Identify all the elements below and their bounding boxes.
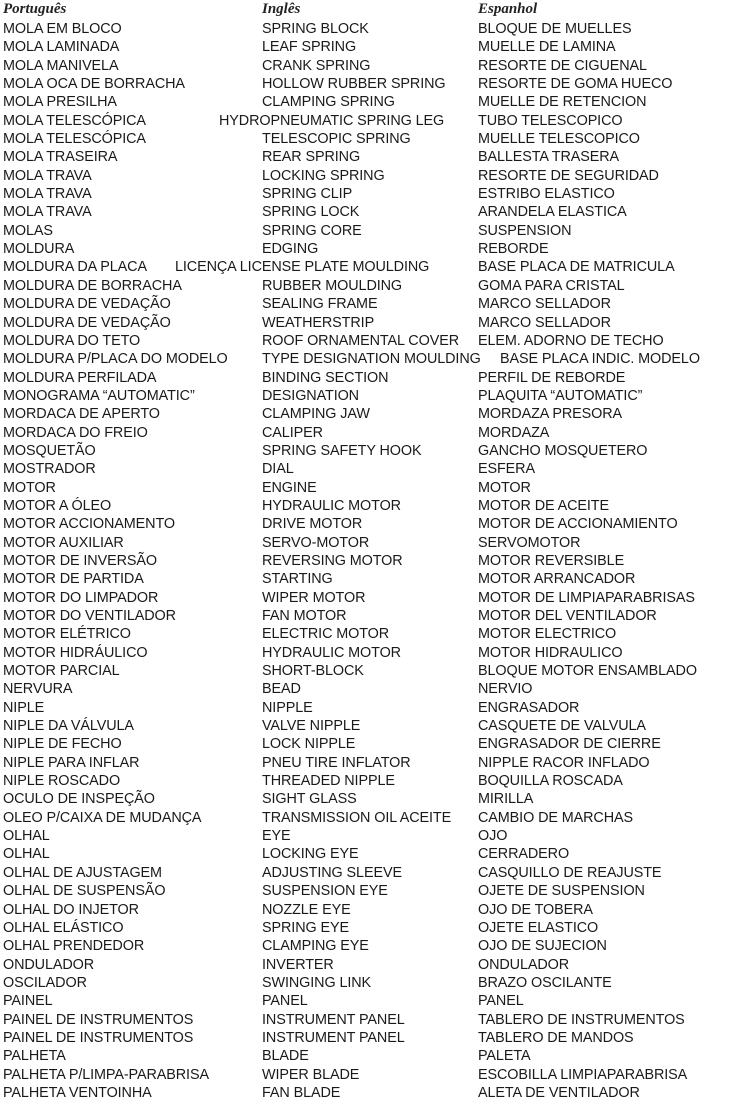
table-row [0,992,737,1010]
term-spanish: MUELLE TELESCOPICO [478,131,640,148]
term-spanish: GOMA PARA CRISTAL [478,277,625,294]
term-spanish: BASE PLACA DE MATRICULA [478,259,675,276]
term-spanish: MORDAZA PRESORA [478,406,623,423]
term-english: CLAMPING JAW [262,406,370,423]
term-english: SWINGING LINK [262,974,372,991]
table-row [0,295,737,313]
term-english: TRANSMISSION OIL ACEITE [262,809,452,826]
term-portuguese: MOLAS [3,222,53,239]
term-spanish: ONDULADOR [478,956,570,973]
term-english: PANEL [262,993,308,1010]
term-spanish: CAMBIO DE MARCHAS [478,809,634,826]
term-portuguese: MOSTRADOR [3,461,96,478]
term-english: ENGINE [262,479,317,496]
term-spanish: BOQUILLA ROSCADA [478,773,623,790]
term-spanish: TABLERO DE MANDOS [478,1029,634,1046]
table-row [0,809,737,827]
term-spanish: NERVIO [478,681,533,698]
term-spanish: RESORTE DE SEGURIDAD [478,167,659,184]
table-row [0,625,737,643]
term-spanish: REBORDE [478,241,549,258]
term-spanish: CASQUILLO DE REAJUSTE [478,864,662,881]
term-portuguese: MORDACA DE APERTO [3,406,160,423]
term-english: VALVE NIPPLE [262,718,361,735]
term-english: SEALING FRAME [262,296,378,313]
term-portuguese: MOLDURA PERFILADA [3,369,157,386]
table-row [0,222,737,240]
term-portuguese: OSCILADOR [3,974,87,991]
header-portuguese: Português [3,1,67,17]
term-portuguese: PAINEL [3,993,53,1010]
table-row [0,790,737,808]
term-portuguese: MOTOR AUXILIAR [3,534,124,551]
table-row [0,167,737,185]
term-spanish: ESFERA [478,461,535,478]
term-spanish: TABLERO DE INSTRUMENTOS [478,1011,685,1028]
table-row [0,552,737,570]
table-row [0,130,737,148]
term-portuguese: MOLDURA DO TETO [3,332,141,349]
term-spanish: BLOQUE DE MUELLES [478,21,632,37]
term-spanish: CASQUETE DE VALVULA [478,718,646,735]
term-english: LOCKING SPRING [262,167,385,184]
term-english: ADJUSTING SLEEVE [262,864,402,881]
term-english: RUBBER MOULDING [262,277,403,294]
term-spanish: MORDAZA [478,424,550,441]
term-spanish: MARCO SELLADOR [478,296,611,313]
table-row [0,607,737,625]
table-row [0,405,737,423]
term-spanish: TUBO TELESCOPICO [478,112,623,129]
table-row [0,112,737,130]
term-spanish: CERRADERO [478,846,570,863]
table-row [0,1084,737,1102]
table-row [0,497,737,515]
term-english: CALIPER [262,424,323,441]
term-english: TYPE DESIGNATION MOULDING [262,351,481,368]
term-spanish: ESCOBILLA LIMPIAPARABRISA [478,1066,688,1083]
term-portuguese: MOLDURA DA PLACA [3,259,147,276]
term-portuguese: MOTOR A ÓLEO [3,497,112,514]
term-portuguese: OLHAL [3,846,50,863]
term-english: HYDROPNEUMATIC SPRING LEG [219,112,445,129]
term-spanish: PERFIL DE REBORDE [478,369,626,386]
term-portuguese: PAINEL DE INSTRUMENTOS [3,1011,194,1028]
term-english: WIPER MOTOR [262,589,366,606]
term-portuguese: MOLA TRASEIRA [3,149,118,166]
table-row [0,735,737,753]
header-english: Inglês [262,1,301,17]
term-english: SPRING CORE [262,222,362,239]
header-spanish: Espanhol [478,1,538,17]
term-spanish: OJETE DE SUSPENSION [478,883,645,900]
term-spanish: MOTOR ARRANCADOR [478,571,636,588]
term-portuguese: MOLA TRAVA [3,167,92,184]
term-portuguese: MOLA PRESILHA [3,94,117,111]
term-english: SIGHT GLASS [262,791,357,808]
table-row [0,919,737,937]
table-row [0,148,737,166]
term-portuguese: MOLDURA P/PLACA DO MODELO [3,351,228,368]
term-portuguese: MOTOR ACCIONAMENTO [3,516,175,533]
term-english: CRANK SPRING [262,57,371,74]
glossary-table [0,20,737,1102]
table-row [0,93,737,111]
table-row [0,185,737,203]
term-english: NIPPLE [262,699,313,716]
term-spanish: BASE PLACA INDIC. MODELO [500,351,700,368]
table-row [0,350,737,368]
term-portuguese: OLHAL ELÁSTICO [3,919,124,936]
term-portuguese: MOTOR DE INVERSÃO [3,552,157,569]
term-spanish: ARANDELA ELASTICA [478,204,627,221]
term-portuguese: MORDACA DO FREIO [3,424,148,441]
term-spanish: BLOQUE MOTOR ENSAMBLADO [478,663,697,680]
table-row [0,277,737,295]
table-row [0,332,737,350]
term-spanish: MOTOR DE LIMPIAPARABRISAS [478,589,695,606]
term-spanish: ENGRASADOR [478,699,580,716]
table-row [0,570,737,588]
table-row [0,424,737,442]
term-portuguese: MOTOR [3,479,56,496]
term-portuguese: OLEO P/CAIXA DE MUDANÇA [3,809,202,826]
term-english: THREADED NIPPLE [262,773,395,790]
term-spanish: NIPPLE RACOR INFLADO [478,754,650,771]
table-row [0,827,737,845]
term-english: REAR SPRING [262,149,361,166]
term-portuguese: MOTOR DO LIMPADOR [3,589,159,606]
table-row [0,644,737,662]
column-headers [0,0,737,20]
term-english: LOCK NIPPLE [262,736,356,753]
term-spanish: ESTRIBO ELASTICO [478,186,615,203]
term-spanish: RESORTE DE GOMA HUECO [478,76,673,93]
term-portuguese: MOSQUETÃO [3,442,96,459]
term-english: SPRING EYE [262,919,349,936]
term-portuguese: MOLA TELESCÓPICA [3,131,146,148]
term-portuguese: MONOGRAMA “AUTOMATIC” [3,387,195,404]
term-spanish: MOTOR DE ACEITE [478,497,609,514]
table-row [0,589,737,607]
term-english: LEAF SPRING [262,39,357,56]
term-english: HOLLOW RUBBER SPRING [262,76,446,93]
term-spanish: MOTOR DE ACCIONAMIENTO [478,516,678,533]
term-portuguese: NIPLE DE FECHO [3,736,122,753]
table-row [0,1029,737,1047]
term-english: SERVO-MOTOR [262,534,370,551]
term-english: EYE [262,828,291,845]
table-row [0,314,737,332]
term-english: SUSPENSION EYE [262,883,388,900]
term-portuguese: MOLA TRAVA [3,186,92,203]
term-english: EDGING [262,241,319,258]
term-english: ROOF ORNAMENTAL COVER [262,332,459,349]
table-row [0,699,737,717]
term-english: WEATHERSTRIP [262,314,375,331]
term-english: SHORT-BLOCK [262,663,364,680]
table-row [0,442,737,460]
term-portuguese: MOLA EM BLOCO [3,21,122,37]
table-row [0,20,737,38]
term-spanish: PANEL [478,993,524,1010]
term-portuguese: MOTOR DE PARTIDA [3,571,144,588]
term-spanish: BALLESTA TRASERA [478,149,620,166]
term-spanish: ENGRASADOR DE CIERRE [478,736,661,753]
table-row [0,1011,737,1029]
term-portuguese: NIPLE PARA INFLAR [3,754,140,771]
term-english: CLAMPING EYE [262,938,369,955]
term-spanish: MOTOR HIDRAULICO [478,644,623,661]
table-row [0,240,737,258]
term-portuguese: NERVURA [3,681,73,698]
term-portuguese: MOTOR HIDRÁULICO [3,644,148,661]
term-portuguese: MOLDURA DE BORRACHA [3,277,182,294]
term-spanish: RESORTE DE CIGUENAL [478,57,647,74]
term-spanish: OJETE ELASTICO [478,919,599,936]
term-spanish: OJO [478,828,508,845]
term-english: ELECTRIC MOTOR [262,626,390,643]
term-english: FAN MOTOR [262,608,347,624]
term-spanish: MOTOR REVERSIBLE [478,552,625,569]
term-portuguese: MOLA LAMINADA [3,39,120,56]
term-portuguese: OLHAL PRENDEDOR [3,938,145,955]
table-row [0,460,737,478]
term-portuguese: PALHETA P/LIMPA-PARABRISA [3,1066,209,1083]
term-portuguese: ONDULADOR [3,956,95,973]
term-portuguese: NIPLE [3,699,45,716]
table-row [0,956,737,974]
term-portuguese: MOLDURA DE VEDAÇÃO [3,314,171,331]
term-portuguese: MOLA MANIVELA [3,57,119,74]
table-row [0,680,737,698]
term-english: DESIGNATION [262,387,359,404]
term-portuguese: PALHETA VENTOINHA [3,1084,152,1101]
table-row [0,534,737,552]
table-row [0,515,737,533]
term-english: CLAMPING SPRING [262,94,395,111]
term-portuguese: NIPLE DA VÁLVULA [3,718,134,735]
table-row [0,845,737,863]
term-spanish: MOTOR DEL VENTILADOR [478,608,657,624]
term-spanish: MUELLE DE LAMINA [478,39,616,56]
term-spanish: SERVOMOTOR [478,534,581,551]
term-portuguese: MOLA OCA DE BORRACHA [3,76,185,93]
term-english: BEAD [262,681,301,698]
term-portuguese: MOTOR DO VENTILADOR [3,608,176,624]
term-english: BINDING SECTION [262,369,389,386]
table-row [0,717,737,735]
term-english: DRIVE MOTOR [262,516,363,533]
table-row [0,387,737,405]
table-row [0,1047,737,1065]
term-portuguese: MOLA TRAVA [3,204,92,221]
term-english: STARTING [262,571,333,588]
table-row [0,864,737,882]
table-row [0,38,737,56]
table-row [0,1066,737,1084]
table-row [0,479,737,497]
term-english: BLADE [262,1048,309,1065]
term-english: HYDRAULIC MOTOR [262,644,401,661]
term-portuguese: OLHAL [3,828,50,845]
table-row [0,662,737,680]
table-row [0,882,737,900]
term-english: LICENÇA LICENSE PLATE MOULDING [175,259,430,276]
term-english: SPRING BLOCK [262,21,369,37]
table-row [0,75,737,93]
table-row [0,901,737,919]
term-english: TELESCOPIC SPRING [262,131,411,148]
term-spanish: MOTOR ELECTRICO [478,626,617,643]
term-english: INSTRUMENT PANEL [262,1011,405,1028]
term-english: WIPER BLADE [262,1066,360,1083]
table-row [0,57,737,75]
term-portuguese: MOTOR PARCIAL [3,663,120,680]
term-spanish: MARCO SELLADOR [478,314,611,331]
term-english: SPRING LOCK [262,204,360,221]
term-spanish: MOTOR [478,479,531,496]
term-portuguese: PALHETA [3,1048,66,1065]
term-english: INSTRUMENT PANEL [262,1029,405,1046]
term-portuguese: OLHAL DE AJUSTAGEM [3,864,162,881]
term-spanish: BRAZO OSCILANTE [478,974,612,991]
term-portuguese: NIPLE ROSCADO [3,773,121,790]
table-row [0,203,737,221]
term-english: HYDRAULIC MOTOR [262,497,401,514]
table-row [0,258,737,276]
term-english: NOZZLE EYE [262,901,351,918]
term-english: LOCKING EYE [262,846,359,863]
term-spanish: OJO DE TOBERA [478,901,593,918]
term-spanish: MUELLE DE RETENCION [478,94,647,111]
term-portuguese: MOLDURA DE VEDAÇÃO [3,296,171,313]
table-row [0,974,737,992]
term-spanish: OJO DE SUJECION [478,938,607,955]
term-spanish: PALETA [478,1048,531,1065]
term-spanish: GANCHO MOSQUETERO [478,442,648,459]
term-portuguese: MOLA TELESCÓPICA [3,112,146,129]
term-english: SPRING SAFETY HOOK [262,442,422,459]
term-english: SPRING CLIP [262,186,353,203]
term-spanish: ELEM. ADORNO DE TECHO [478,332,664,349]
table-row [0,772,737,790]
term-spanish: ALETA DE VENTILADOR [478,1084,640,1101]
table-row [0,937,737,955]
term-portuguese: MOLDURA [3,241,75,258]
term-portuguese: MOTOR ELÉTRICO [3,626,131,643]
term-english: FAN BLADE [262,1084,341,1101]
term-english: INVERTER [262,956,334,973]
term-spanish: MIRILLA [478,791,534,808]
term-english: REVERSING MOTOR [262,552,403,569]
term-portuguese: OLHAL DE SUSPENSÃO [3,883,166,900]
table-row [0,754,737,772]
table-row [0,369,737,387]
term-portuguese: OLHAL DO INJETOR [3,901,139,918]
term-spanish: PLAQUITA “AUTOMATIC” [478,387,643,404]
term-english: DIAL [262,461,294,478]
term-spanish: SUSPENSION [478,222,572,239]
term-portuguese: PAINEL DE INSTRUMENTOS [3,1029,194,1046]
term-portuguese: OCULO DE INSPEÇÃO [3,791,155,808]
term-english: PNEU TIRE INFLATOR [262,754,411,771]
